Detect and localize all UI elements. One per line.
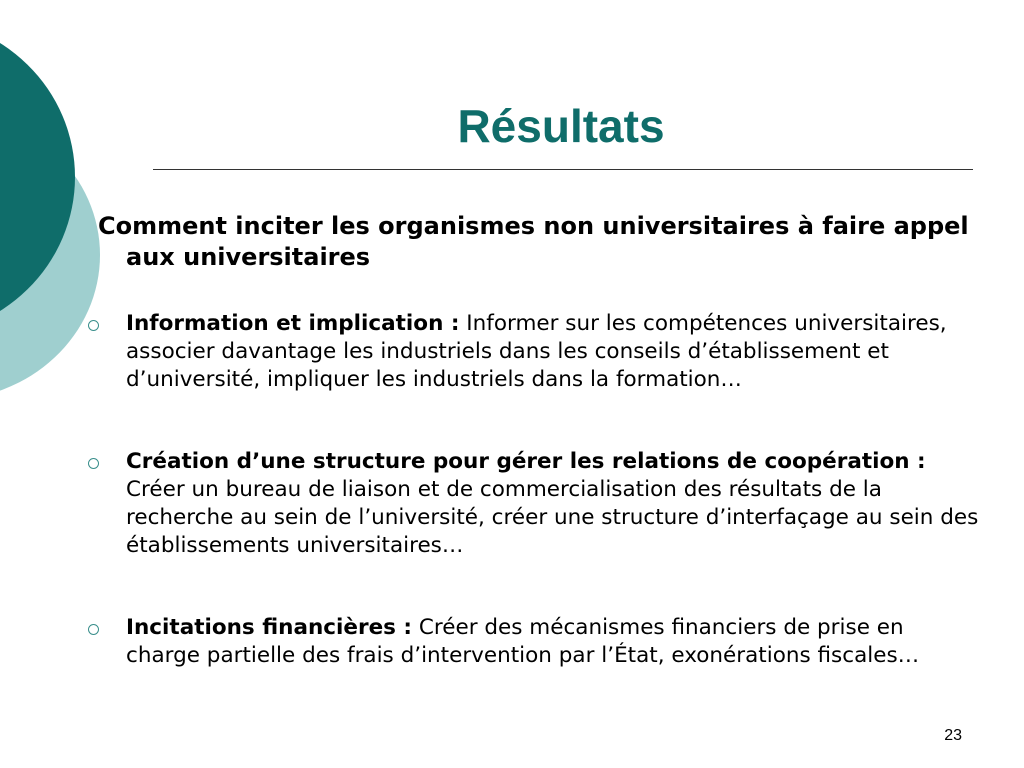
bullet-text: Créer un bureau de liaison et de commercialisation des résultats de la recherche au sein de l’université, créer une structure d’interfaçage au sein des établissements universitaires… — [126, 477, 979, 558]
bullet-text: Informer sur les compétences universitaires, associer davantage les industriels dans les conseils d’établissement et d’université, impliquer les industriels dans la formation… — [126, 311, 947, 392]
circle-bullet-icon — [88, 458, 99, 469]
bullet-item-structure — [126, 448, 981, 560]
bullet-label: Création d’une structure pour gérer les relations de coopération : — [126, 449, 926, 474]
bullet-item-financial — [126, 614, 981, 670]
circle-bullet-icon — [88, 320, 99, 331]
title-divider — [153, 169, 973, 170]
circle-bullet-icon — [88, 624, 99, 635]
intro-question: Comment inciter les organismes non universitaires à faire appel aux universitaires — [98, 212, 969, 271]
bullet-item-information — [126, 310, 981, 394]
page-number: 23 — [944, 727, 962, 744]
bullet-text: Créer des mécanismes financiers de prise en charge partielle des frais d’intervention par l’État, exonérations fiscales… — [126, 615, 920, 668]
bullet-label: Information et implication : — [126, 311, 460, 336]
bullet-label: Incitations financières : — [126, 615, 413, 640]
slide-title: Résultats — [457, 100, 665, 152]
